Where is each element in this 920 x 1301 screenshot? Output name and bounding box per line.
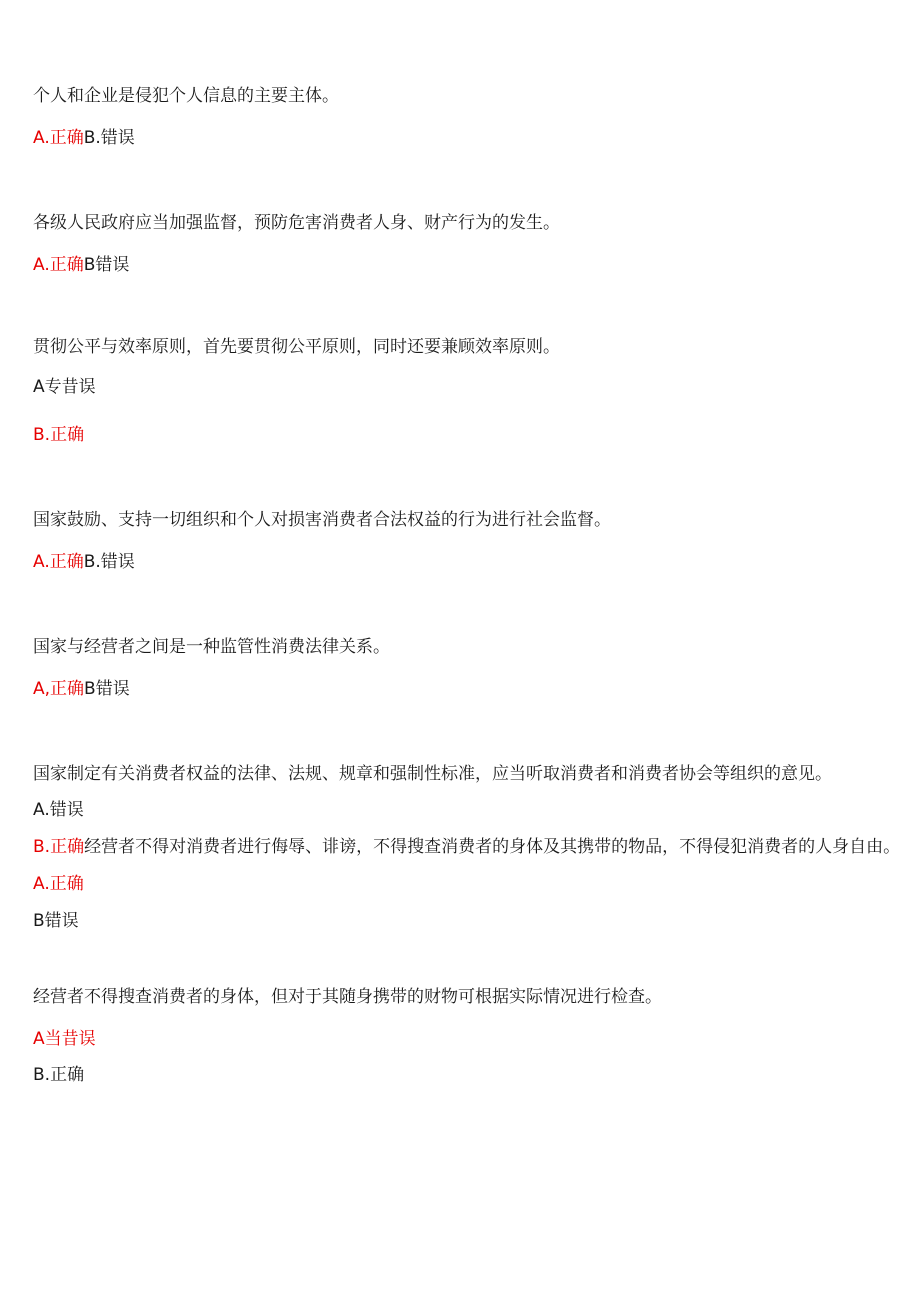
question-2-other-option: B错误 bbox=[83, 255, 130, 275]
question-4-other-option: B.错误 bbox=[83, 552, 135, 572]
question-7-option-a bbox=[33, 872, 84, 896]
question-5-stem-text: 国家与经营者之间是一种监管性消费法律关系。 bbox=[33, 637, 390, 657]
question-2-correct-option: A.正确 bbox=[33, 255, 84, 275]
question-8-stem-text: 经营者不得搜查消费者的身体，但对于其随身携带的财物可根据实际情况进行检查。 bbox=[33, 987, 662, 1007]
question-3-option-a bbox=[33, 375, 96, 399]
question-6-stem bbox=[33, 762, 832, 786]
question-6-option-b-and-next-stem bbox=[33, 835, 900, 859]
question-6-option-a bbox=[33, 798, 84, 822]
question-6-correct-option: B.正确 bbox=[33, 837, 85, 857]
question-1-stem-text: 个人和企业是侵犯个人信息的主要主体。 bbox=[33, 86, 339, 106]
question-4-correct-option: A.正确 bbox=[33, 552, 84, 572]
question-4-stem-text: 国家鼓励、支持一切组织和个人对损害消费者合法权益的行为进行社会监督。 bbox=[33, 510, 611, 530]
question-3-stem-text: 贯彻公平与效率原则，首先要贯彻公平原则，同时还要兼顾效率原则。 bbox=[33, 337, 560, 357]
question-3-option-a-text: A专昔误 bbox=[33, 377, 96, 397]
question-8-option-b bbox=[33, 1063, 84, 1087]
question-4-stem bbox=[33, 508, 611, 532]
question-1-stem bbox=[33, 84, 339, 108]
question-2-answer-line bbox=[33, 253, 129, 277]
question-2-stem bbox=[33, 211, 560, 235]
question-1-other-option: B.错误 bbox=[83, 128, 135, 148]
question-6-option-a-text: A.错误 bbox=[33, 800, 84, 820]
question-7-option-b bbox=[33, 909, 79, 933]
question-8-stem bbox=[33, 985, 662, 1009]
question-1-correct-option: A.正确 bbox=[33, 128, 84, 148]
question-5-answer-line bbox=[33, 677, 130, 701]
question-4-answer-line bbox=[33, 550, 135, 574]
question-2-stem-text: 各级人民政府应当加强监督，预防危害消费者人身、财产行为的发生。 bbox=[33, 213, 560, 233]
question-7-option-b-text: B错误 bbox=[33, 911, 79, 931]
question-7-option-a-text: A.正确 bbox=[33, 874, 84, 894]
question-6-stem-text: 国家制定有关消费者权益的法律、法规、规章和强制性标准，应当听取消费者和消费者协会等组织的意见。 bbox=[33, 764, 832, 784]
question-1-answer-line bbox=[33, 126, 135, 150]
question-5-stem bbox=[33, 635, 390, 659]
question-3-stem bbox=[33, 335, 560, 359]
question-5-other-option: B错误 bbox=[84, 679, 130, 699]
question-8-option-a-text: A当昔误 bbox=[33, 1029, 96, 1049]
question-3-option-b bbox=[33, 423, 84, 447]
question-7-stem-text: 经营者不得对消费者进行侮辱、诽谤，不得搜查消费者的身体及其携带的物品，不得侵犯消费者的人身自由。 bbox=[84, 837, 901, 857]
question-3-option-b-text: B.正确 bbox=[33, 425, 85, 445]
question-8-option-b-text: B.正确 bbox=[33, 1065, 85, 1085]
question-8-option-a bbox=[33, 1027, 96, 1051]
question-5-correct-option: A,正确 bbox=[33, 679, 85, 699]
